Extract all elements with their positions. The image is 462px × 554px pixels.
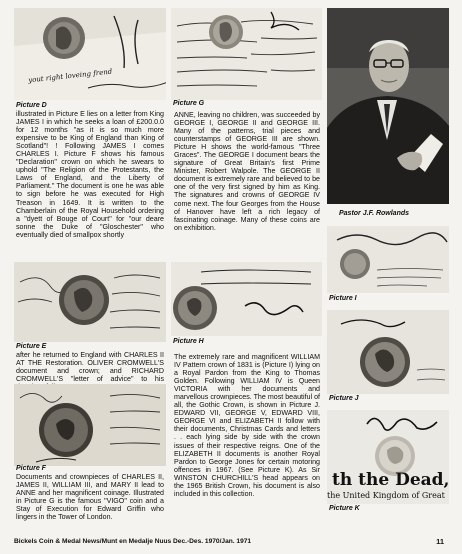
picture-i-image (327, 226, 449, 293)
picture-j-image (327, 310, 449, 394)
picture-j-caption: Picture J (329, 395, 359, 402)
paragraph: after he returned to England with CHARLES II AT THE Restoration. OLIVER CROMWELL'S document and crown; and RICHARD CROMWELL'S "letter of advice" to his (16, 351, 164, 384)
picture-i-caption: Picture I (329, 295, 357, 302)
picture-f-image (14, 384, 166, 466)
picture-k-subline: the United Kingdom of Great (327, 491, 445, 500)
column2-top-text (174, 111, 320, 232)
picture-k-headline: th the Dead, (332, 470, 450, 490)
paragraph: illustrated in Picture E lies on a letter from King JAMES I in which he seeks a loan of £200.0.0 for 12 months "as it is so much more expensive to be King of England than King of Scotland"! ! Following JAMES I comes CHARLES I. Picture F shows his famous "Declaration" crown on which he swears to uphold "The Religion of the Protestants, the Laws of England, and the Liberty of Parliament." The document is one he was able to sign before he was executed for High Treason in 1649. It is written to the Chamberlain of the Royal Household ordering a "dyett of Bouge of Court" for "our deare sonne the Duke of "Gloschester" who eventually died of smallpox shortly (16, 110, 164, 239)
picture-h-caption: Picture H (173, 338, 204, 345)
picture-h-image (171, 262, 322, 336)
picture-k-caption: Picture K (329, 505, 360, 512)
picture-d-image (14, 8, 166, 100)
picture-g-caption: Picture G (173, 100, 205, 107)
column1-top-text (16, 110, 164, 239)
paragraph: ANNE, leaving no children, was succeeded by GEORGE I, GEORGE II and GEORGE III. Many of the patterns, trial pieces and counterstamps of GEORGE III are shown. Picture H shows the world-famous "Three Graces". The GEORGE I document bears the signature of Great Britain's first Prime Minister, Robert Walpole. The GEORGE II document is extremely rare and believed to be one of the very first signed by him as King. The signatures and crowns of GEORGE IV come next. The four Georges from the House of Hanover have left a rich legacy of fascinating coinage. Many of these coins are on exhibition. (174, 111, 320, 232)
column2-bottom-text (174, 353, 320, 498)
picture-e-image (14, 262, 166, 342)
pastor-caption: Pastor J.F. Rowlands (339, 210, 410, 217)
column1-bottom-text (16, 473, 164, 521)
paragraph: Documents and crownpieces of CHARLES II, JAMES II, WILLIAM III, and MARY II lead to ANNE and her magnificent coinage. Illustrated in Picture G is the famous "VIGO" coin and a Stay of Execution for Edward Griffin who lingers in the Tower of London. (16, 473, 164, 522)
journal-footer: Bickels Coin & Medal News/Munt en Medalje Nuus Dec.-Des. 1970/Jan. 1971 (14, 538, 252, 545)
picture-d-inscription: yout right loveing frend (27, 67, 113, 85)
picture-e-caption: Picture E (16, 343, 47, 350)
picture-f-caption: Picture F (16, 465, 46, 472)
page-number: 11 (436, 537, 444, 546)
paragraph: The extremely rare and magnificent WILLIAM IV Pattern crown of 1831 is (Picture I) lying on a Royal Pardon from the King to Thomas Golden. Following WILLIAM IV is Queen VICTORIA with her documents and marvellous crownpieces. The most beautiful of all, the Gothic Crown, is shown in Picture J. EDWARD VII, GEORGE V, EDWARD VIII, GEORGE VI and ELIZABETH II follow with their documents, Christmas Cards and letters . . each lying side by side with the crown issues of their respective reigns. One of the ELIZABETH II documents is another Royal Pardon to George Jones for certain motoring offences in 1967. (See Picture K). As Sir WINSTON CHURCHILL'S head appears on the 1965 British Crown, his document is also included in this collection. (174, 353, 320, 498)
pastor-photo (327, 8, 449, 204)
picture-g-image (171, 8, 322, 100)
picture-d-caption: Picture D (16, 102, 47, 109)
